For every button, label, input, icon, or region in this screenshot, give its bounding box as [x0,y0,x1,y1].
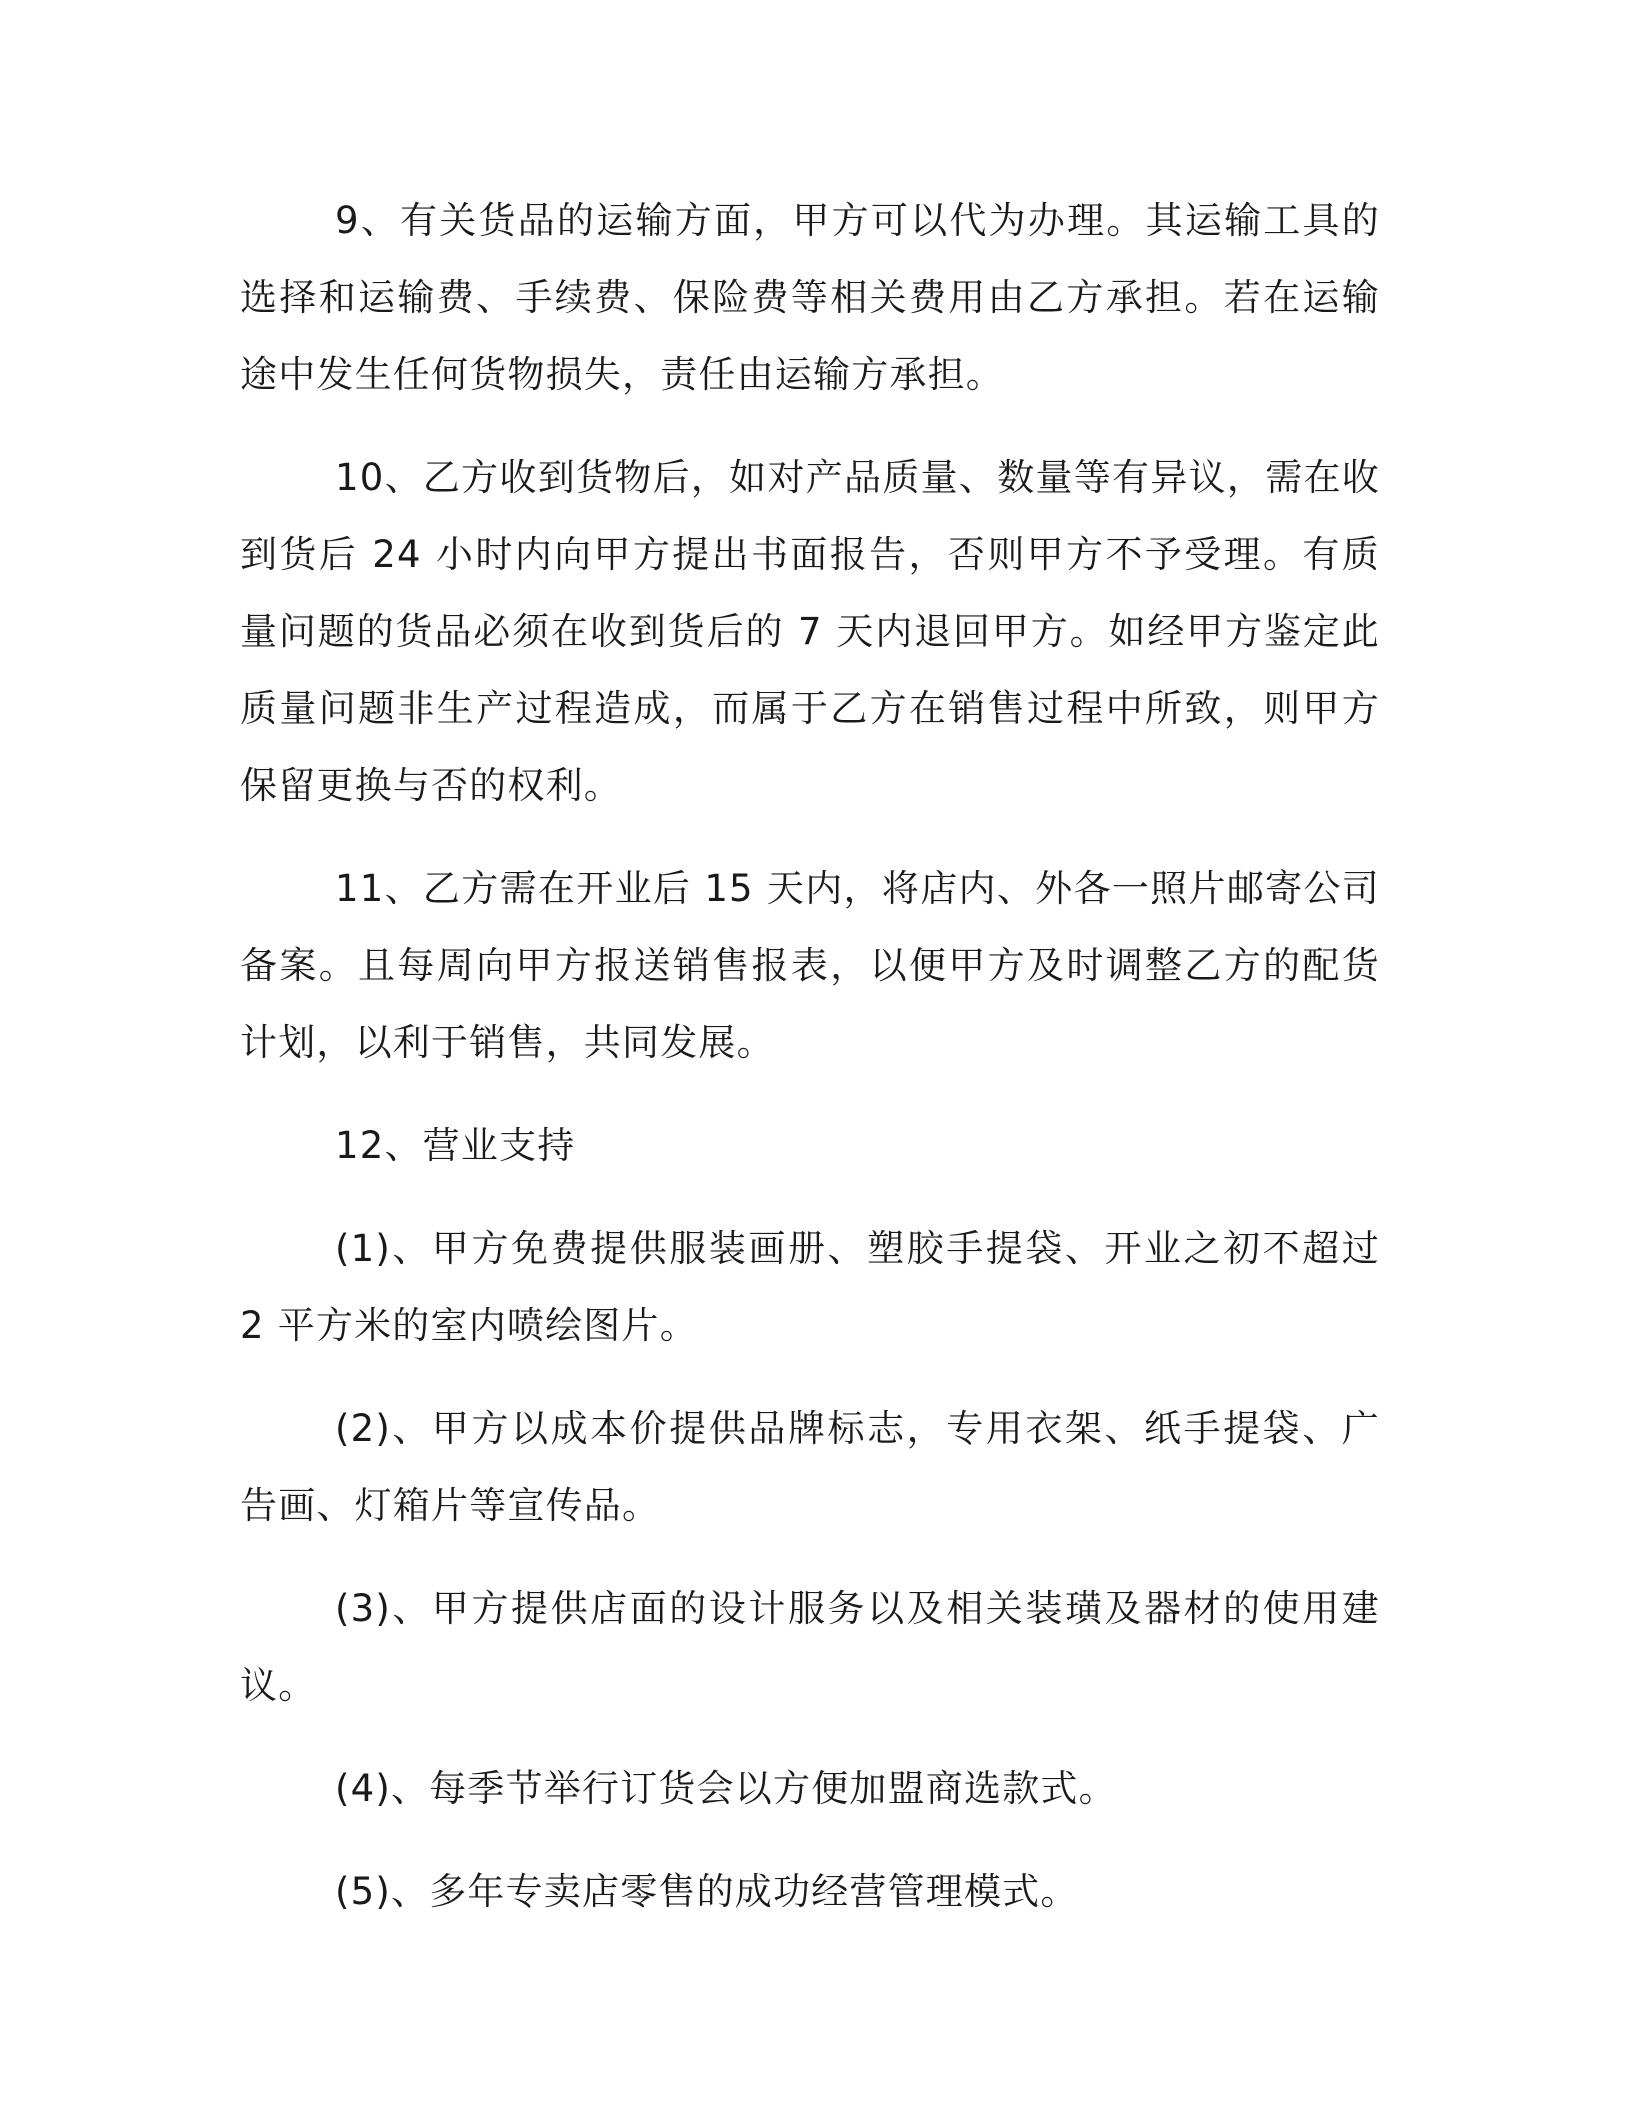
support-item-2: (2)、甲方以成本价提供品牌标志，专用衣架、纸手提袋、广告画、灯箱片等宣传品。 [240,1407,1380,1527]
clause-9-paragraph: 9、有关货品的运输方面，甲方可以代为办理。其运输工具的选择和运输费、手续费、保险费等相关费用由乙方承担。若在运输途中发生任何货物损失，责任由运输方承担。 [240,199,1380,396]
clause-10-paragraph: 10、乙方收到货物后，如对产品质量、数量等有异议，需在收到货后 24 小时内向甲方提出书面报告，否则甲方不予受理。有质量问题的货品必须在收到货后的 7 天内退回甲方。如经甲方鉴定此质量问题非生产过程造成，而属于乙方在销售过程中所致，则甲方保留更换与否的权利。 [240,456,1380,807]
clause-11-paragraph: 11、乙方需在开业后 15 天内，将店内、外各一照片邮寄公司备案。且每周向甲方报送销售报表，以便甲方及时调整乙方的配货计划，以利于销售，共同发展。 [240,867,1380,1064]
support-item-4: (4)、每季节举行订货会以方便加盟商选款式。 [335,1767,1117,1810]
clause-12-heading: 12、营业支持 [335,1124,576,1167]
support-item-1: (1)、甲方免费提供服装画册、塑胶手提袋、开业之初不超过 2 平方米的室内喷绘图片。 [240,1227,1380,1347]
document-body [240,182,1380,1956]
support-item-5: (5)、多年专卖店零售的成功经营管理模式。 [335,1870,1079,1913]
support-item-3: (3)、甲方提供店面的设计服务以及相关装璜及器材的使用建议。 [240,1587,1380,1707]
